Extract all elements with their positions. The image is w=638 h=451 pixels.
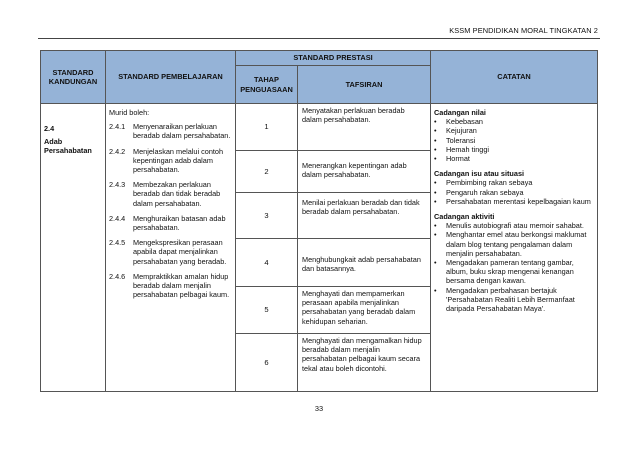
standards-table xyxy=(40,50,598,392)
header-standard-kandungan: STANDARD KANDUNGAN xyxy=(41,51,106,104)
isu-heading: Cadangan isu atau situasi xyxy=(434,169,525,179)
nilai-list xyxy=(434,117,594,163)
header-divider xyxy=(38,38,600,39)
tp-level-3: 3 xyxy=(236,193,298,239)
list-item-text: Menulis autobiografi atau memoir sahabat. xyxy=(446,221,584,231)
header-tahap-penguasaan: TAHAP PENGUASAAN xyxy=(236,66,298,104)
aktiviti-list xyxy=(434,221,594,313)
bullet-icon: • xyxy=(434,178,437,188)
standard-kandungan-cell xyxy=(41,104,106,392)
tafsiran-text: Menghayati dan mengamalkan hidup beradab dalam menjalin persahabatan pelbagai kaum secara tekal atau boleh dicontohi. xyxy=(302,336,422,373)
sp-item xyxy=(109,180,232,208)
sp-num: 2.4.4 xyxy=(109,213,126,223)
header-standard-pembelajaran: STANDARD PEMBELAJARAN xyxy=(106,51,236,104)
tp-level-2: 2 xyxy=(236,151,298,193)
bullet-icon: • xyxy=(434,187,437,197)
tp-level-1: 1 xyxy=(236,104,298,151)
bullet-icon: • xyxy=(434,221,437,231)
sp-num: 2.4.2 xyxy=(109,146,126,156)
standard-pembelajaran-cell xyxy=(106,104,236,392)
tafsiran-2 xyxy=(298,151,431,193)
sp-intro: Murid boleh: xyxy=(109,108,150,117)
sp-text: Mengekspresikan perasaan apabila dapat menjalinkan persahabatan yang beradab. xyxy=(133,238,227,266)
sp-num: 2.4.1 xyxy=(109,122,126,132)
list-item-text: Pembimbing rakan sebaya xyxy=(446,178,533,188)
tafsiran-1 xyxy=(298,104,431,151)
list-item xyxy=(434,197,594,206)
sk-title: Adab Persahabatan xyxy=(44,137,92,156)
tafsiran-text: Menghayati dan mempamerkan perasaan apabila menjalinkan persahabatan yang beradab dalam kehidupan seharian. xyxy=(302,289,416,326)
sp-item xyxy=(109,238,232,266)
bullet-icon: • xyxy=(434,144,437,154)
header-catatan: CATATAN xyxy=(431,51,598,104)
list-item-text: Kebebasan xyxy=(446,117,483,127)
list-item-text: Mengadakan pameran tentang gambar, album, buku skrap mengenai kenangan bersama dengan kawan. xyxy=(446,258,574,286)
header-tafsiran: TAFSIRAN xyxy=(298,66,431,104)
bullet-icon: • xyxy=(434,154,437,164)
bullet-icon: • xyxy=(434,230,437,240)
list-item xyxy=(434,178,594,187)
list-item-text: Hemah tinggi xyxy=(446,144,490,154)
tp-level-6: 6 xyxy=(236,334,298,392)
sp-num: 2.4.6 xyxy=(109,271,126,281)
bullet-icon: • xyxy=(434,117,437,127)
sp-item xyxy=(109,272,232,300)
bullet-icon: • xyxy=(434,126,437,136)
list-item-text: Menghantar emel atau berkongsi maklumat dalam blog tentang pengalaman dalam menjalin persahabatan. xyxy=(446,230,587,258)
list-item xyxy=(434,230,594,258)
isu-list xyxy=(434,178,594,206)
sk-code: 2.4 xyxy=(44,124,55,133)
sp-num: 2.4.3 xyxy=(109,180,126,190)
list-item-text: Persahabatan merentasi kepelbagaian kaum xyxy=(446,196,591,206)
list-item-text: Pengaruh rakan sebaya xyxy=(446,187,524,197)
sp-text: Membezakan perlakuan beradab dan tidak beradab dalam persahabatan. xyxy=(133,180,221,208)
sp-text: Menyenaraikan perlakuan beradab dalam persahabatan. xyxy=(133,122,231,141)
bullet-icon: • xyxy=(434,135,437,145)
list-item-text: Kejujuran xyxy=(446,126,477,136)
list-item xyxy=(434,145,594,154)
list-item xyxy=(434,221,594,230)
sp-item xyxy=(109,214,232,232)
sp-item xyxy=(109,122,232,140)
aktiviti-heading: Cadangan aktiviti xyxy=(434,212,495,222)
sp-num: 2.4.5 xyxy=(109,238,126,248)
bullet-icon: • xyxy=(434,258,437,268)
list-item xyxy=(434,136,594,145)
list-item xyxy=(434,126,594,135)
tafsiran-text: Menerangkan kepentingan adab dalam persahabatan. xyxy=(302,161,407,180)
list-item-text: Hormat xyxy=(446,154,470,164)
list-item-text: Toleransi xyxy=(446,135,476,145)
sp-item xyxy=(109,147,232,175)
tp-level-5: 5 xyxy=(236,287,298,334)
bullet-icon: • xyxy=(434,196,437,206)
list-item xyxy=(434,154,594,163)
list-item-text: Mengadakan perbahasan bertajuk 'Persahabatan Realiti Lebih Bermanfaat daripada Persahabatan Maya'. xyxy=(446,285,575,314)
nilai-heading: Cadangan nilai xyxy=(434,108,486,117)
header-standard-prestasi: STANDARD PRESTASI xyxy=(236,51,431,66)
sp-text: Menghuraikan batasan adab persahabatan. xyxy=(133,213,226,233)
tafsiran-text: Menilai perlakuan beradab dan tidak beradab dalam persahabatan. xyxy=(302,198,420,217)
tafsiran-4 xyxy=(298,239,431,287)
tafsiran-text: Menghubungkait adab persahabatan dan batasannya. xyxy=(302,255,421,274)
list-item xyxy=(434,188,594,197)
tafsiran-6 xyxy=(298,334,431,392)
list-item xyxy=(434,258,594,286)
page-number: 33 xyxy=(314,404,324,413)
tafsiran-5 xyxy=(298,287,431,334)
tafsiran-3 xyxy=(298,193,431,239)
document-header: KSSM PENDIDIKAN MORAL TINGKATAN 2 xyxy=(449,26,598,35)
catatan-cell xyxy=(431,104,598,392)
bullet-icon: • xyxy=(434,285,437,295)
tafsiran-text: Menyatakan perlakuan beradab dalam persahabatan. xyxy=(302,106,405,125)
sp-text: Menjelaskan melalui contoh kepentingan adab dalam persahabatan. xyxy=(133,146,224,175)
list-item xyxy=(434,286,594,314)
list-item xyxy=(434,117,594,126)
tp-level-4: 4 xyxy=(236,239,298,287)
sp-text: Mempraktikkan amalan hidup beradab dalam menjalin persahabatan pelbagai kaum. xyxy=(133,271,230,300)
